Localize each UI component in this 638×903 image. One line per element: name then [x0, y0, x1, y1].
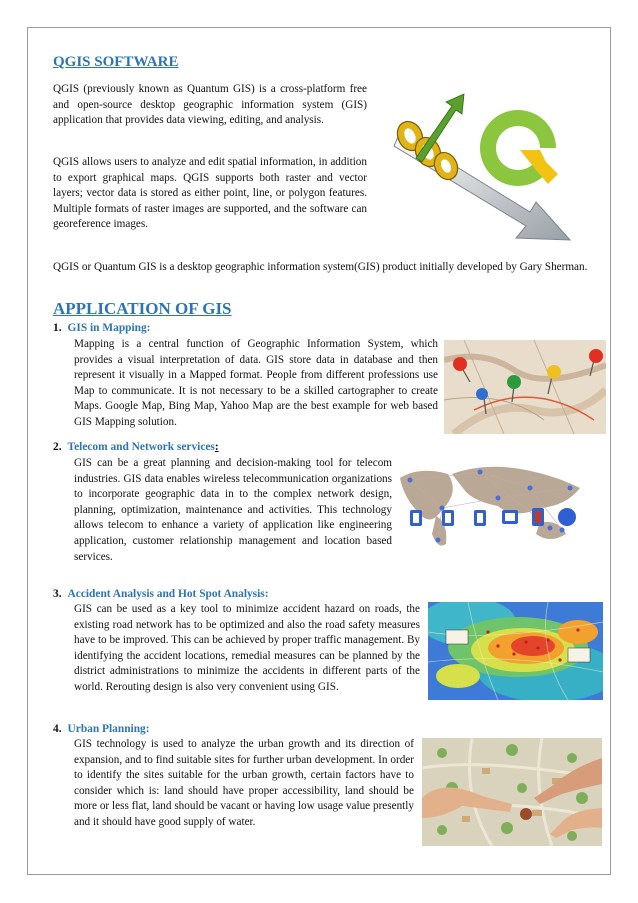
item-4-body: GIS technology is used to analyze the urban growth and its direction of expansion, and to find suitable sites for further urban development. In order to identify the sites suitable for the urban growth, certain factors have to consider which is: land should have proper accessibility, land should be more or less flat, land should be vacant or having low usage value presently and it should have good supply of water.	[74, 738, 414, 828]
item-1-body: Mapping is a central function of Geographic Information System, which provides a visual interpretation of data. GIS store data in database and then represent it visually in a Mapped format. People from different professions use Map to communicate. It is not necessary to be a skilled cartographer to create Maps. Google Map, Bing Map, Yahoo Map are the best example for web based GIS Mapping solution.	[74, 338, 438, 428]
telecom-network-image	[390, 458, 590, 554]
qgis-title: QGIS SOFTWARE	[53, 54, 179, 70]
qgis-paragraph-1: QGIS (previously known as Quantum GIS) is a cross-platform free and open-source desktop geographic information system (GIS) application that provides data viewing, editing, and analysis.	[53, 83, 367, 127]
qgis-paragraph-3: QGIS or Quantum GIS is a desktop geographic information system(GIS) product initially developed by Gary Sherman.	[53, 261, 588, 273]
item-1-heading: 1. GIS in Mapping:	[53, 322, 151, 334]
qgis-logo-image	[380, 92, 576, 242]
item-3-heading: 3. Accident Analysis and Hot Spot Analysis:	[53, 588, 269, 600]
applications-title: APPLICATION OF GIS	[53, 299, 232, 318]
item-3-body: GIS can be used as a key tool to minimize accident hazard on roads, the existing road network has to be optimized and also the road safety measures have to be improved. This can be achieved by proper traffic management. By identifying the accident locations, remedial measures can be planned by the district administrations to minimize the accidents in different parts of the world. Rerouting design is also very convenient using GIS.	[74, 603, 420, 693]
item-4-heading: 4. Urban Planning:	[53, 723, 150, 735]
qgis-paragraph-2: QGIS allows users to analyze and edit spatial information, in addition to export graphical maps. QGIS supports both raster and vector layers; vector data is stored as either point, line, or polygon features. Multiple formats of raster images are supported, and the software can georeference images.	[53, 156, 367, 231]
item-2-body: GIS can be a great planning and decision-making tool for telecom industries. GIS data enables wireless telecommunication organizations to incorporate geographic data in to the complex network design, planning, optimization, maintenance and activities. This technology allows telecom to enhance a variety of application like engineering application, customer relationship management and location based services.	[74, 457, 392, 563]
item-2-heading: 2. Telecom and Network services:	[53, 441, 219, 453]
hotspot-heatmap-image	[428, 602, 603, 700]
urban-planning-image	[422, 738, 602, 846]
map-pins-image	[444, 340, 606, 434]
